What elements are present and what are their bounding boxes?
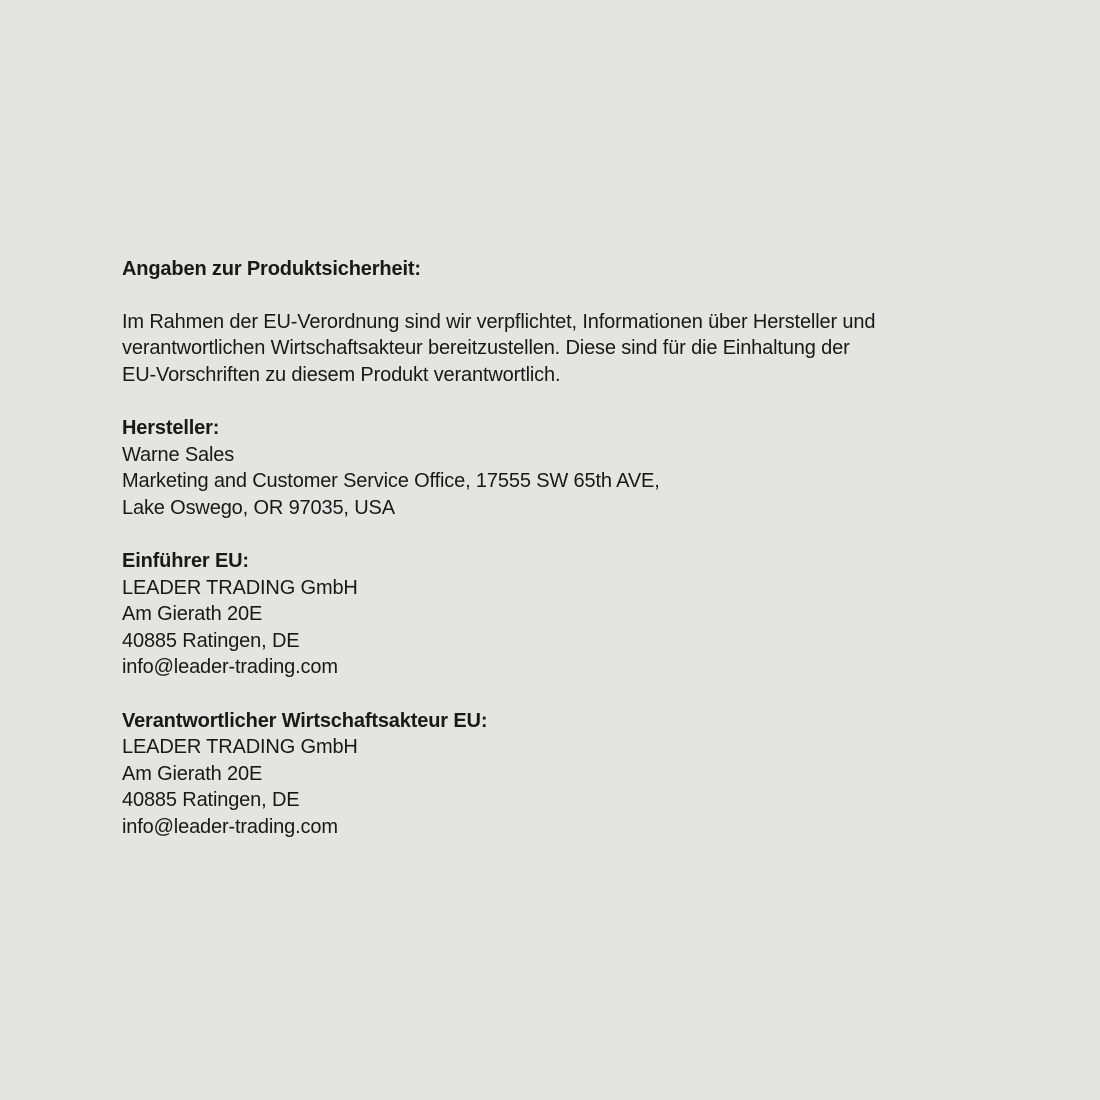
responsible-actor-label: Verantwortlicher Wirtschaftsakteur EU: [122, 709, 488, 732]
importer-street: Am Gierath 20E [122, 603, 263, 625]
importer-label: Einführer EU: [122, 550, 249, 572]
responsible-actor-street: Am Gierath 20E [122, 762, 263, 785]
responsible-actor-name: LEADER TRADING GmbH [122, 736, 358, 758]
manufacturer-name: Warne Sales [122, 443, 235, 466]
responsible-actor-email: info@leader-trading.com [122, 815, 338, 838]
responsible-actor-city: 40885 Ratingen, DE [122, 789, 300, 811]
manufacturer-address: Marketing and Customer Service Office, 17555 SW 65th AVE, [122, 470, 660, 492]
intro-line: verantwortlichen Wirtschaftsakteur bereitzustellen. Diese sind für die Einhaltung der [122, 337, 850, 359]
intro-line: EU-Vorschriften zu diesem Produkt verantwortlich. [122, 363, 561, 386]
importer-section [122, 548, 1002, 681]
manufacturer-label: Hersteller: [122, 417, 220, 439]
importer-city: 40885 Ratingen, DE [122, 629, 300, 652]
importer-name: LEADER TRADING GmbH [122, 576, 358, 599]
intro-paragraph [122, 309, 1002, 389]
responsible-actor-section [122, 708, 1002, 841]
product-safety-document [122, 256, 1002, 840]
intro-line: Im Rahmen der EU-Verordnung sind wir verpflichtet, Informationen über Hersteller und [122, 310, 876, 333]
manufacturer-city: Lake Oswego, OR 97035, USA [122, 496, 395, 519]
manufacturer-section [122, 415, 1002, 521]
page-title: Angaben zur Produktsicherheit: [122, 258, 421, 280]
importer-email: info@leader-trading.com [122, 656, 338, 678]
